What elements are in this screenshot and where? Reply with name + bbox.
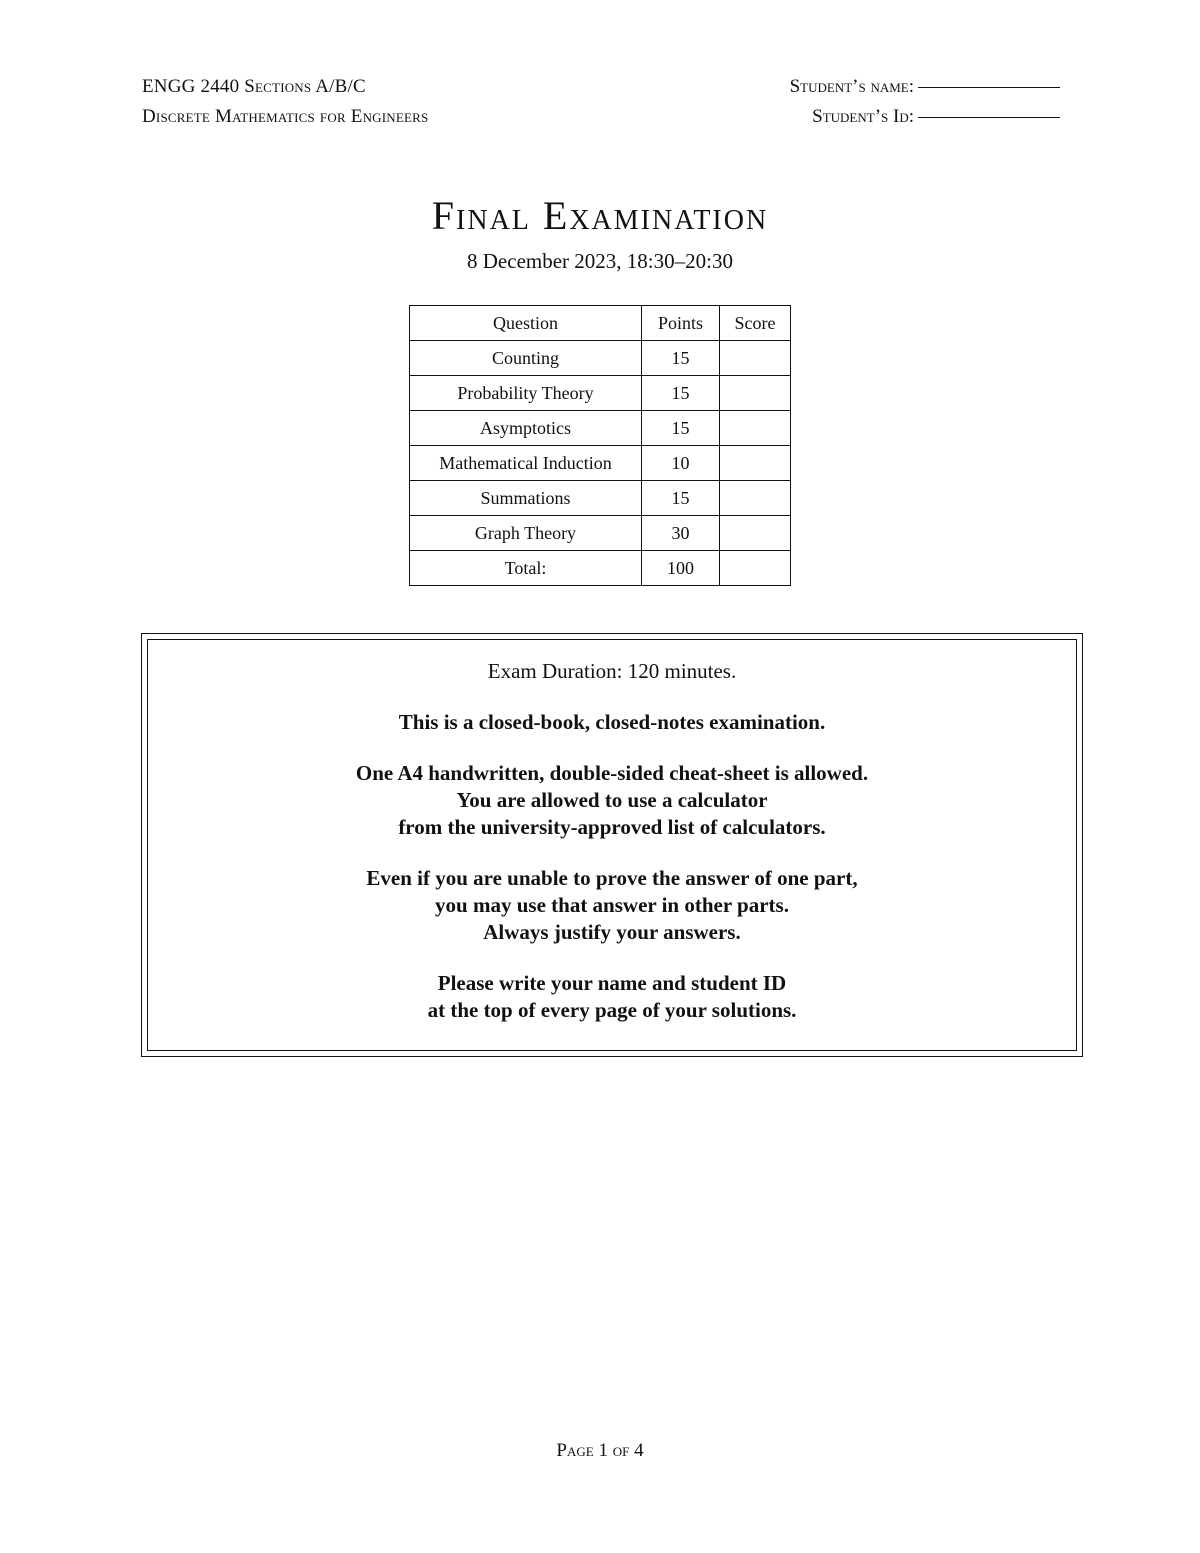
row-score[interactable] <box>720 446 791 481</box>
total-row <box>410 551 791 586</box>
cheat-sheet-text: One A4 handwritten, double-sided cheat-sheet is allowed. <box>355 761 869 785</box>
score-table-header <box>410 306 791 341</box>
instructions-inner-frame <box>147 639 1077 1051</box>
exam-duration-text: Exam Duration: 120 minutes. <box>487 659 737 683</box>
exam-date: 8 December 2023, 18:30–20:30 <box>467 249 733 273</box>
table-row <box>410 516 791 551</box>
row-question: Graph Theory <box>410 516 642 551</box>
row-question: Summations <box>410 481 642 516</box>
instructions-box <box>141 633 1083 1057</box>
row-score[interactable] <box>720 341 791 376</box>
student-name-label: Student’s name: <box>789 76 914 97</box>
calculator-text-2: from the university-approved list of calculators. <box>398 815 826 839</box>
row-question: Asymptotics <box>410 411 642 446</box>
row-score[interactable] <box>720 411 791 446</box>
student-name-line <box>790 72 1060 102</box>
closed-book-note <box>148 709 1076 736</box>
calculator-text-1: You are allowed to use a calculator <box>456 788 768 812</box>
total-label: Total: <box>410 551 642 586</box>
name-note <box>148 970 1076 1024</box>
parts-text-2: you may use that answer in other parts. <box>435 893 789 917</box>
row-question: Probability Theory <box>410 376 642 411</box>
row-points: 15 <box>642 376 720 411</box>
total-points: 100 <box>642 551 720 586</box>
course-title: Discrete Mathematics for Engineers <box>142 106 429 127</box>
closed-book-text: This is a closed-book, closed-notes examination. <box>398 710 826 734</box>
page-number: Page 1 of 4 <box>556 1440 644 1461</box>
page-title: Final Examination <box>431 193 769 238</box>
table-row <box>410 376 791 411</box>
table-row <box>410 446 791 481</box>
row-question: Mathematical Induction <box>410 446 642 481</box>
parts-text-1: Even if you are unable to prove the answer of one part, <box>366 866 858 890</box>
row-points: 15 <box>642 341 720 376</box>
header-points: Points <box>642 306 720 341</box>
score-table <box>409 305 791 586</box>
parts-note <box>148 865 1076 946</box>
row-points: 10 <box>642 446 720 481</box>
student-id-blank[interactable] <box>918 116 1060 118</box>
instructions-content <box>148 658 1076 1048</box>
name-text-2: at the top of every page of your solutions. <box>427 998 797 1022</box>
table-row <box>410 411 791 446</box>
header-score: Score <box>720 306 791 341</box>
student-name-blank[interactable] <box>918 86 1060 88</box>
row-score[interactable] <box>720 481 791 516</box>
course-code: ENGG 2440 Sections A/B/C <box>142 76 366 97</box>
cheat-sheet-note <box>148 760 1076 841</box>
row-points: 30 <box>642 516 720 551</box>
table-row <box>410 481 791 516</box>
row-points: 15 <box>642 481 720 516</box>
course-header <box>142 72 428 132</box>
table-row <box>410 341 791 376</box>
student-info <box>790 72 1060 132</box>
row-score[interactable] <box>720 376 791 411</box>
header-question: Question <box>410 306 642 341</box>
student-id-line <box>790 102 1060 132</box>
row-points: 15 <box>642 411 720 446</box>
student-id-label: Student’s Id: <box>812 106 914 127</box>
exam-duration <box>148 658 1076 685</box>
row-question: Counting <box>410 341 642 376</box>
row-score[interactable] <box>720 516 791 551</box>
name-text-1: Please write your name and student ID <box>437 971 787 995</box>
parts-text-3: Always justify your answers. <box>483 920 741 944</box>
total-score[interactable] <box>720 551 791 586</box>
